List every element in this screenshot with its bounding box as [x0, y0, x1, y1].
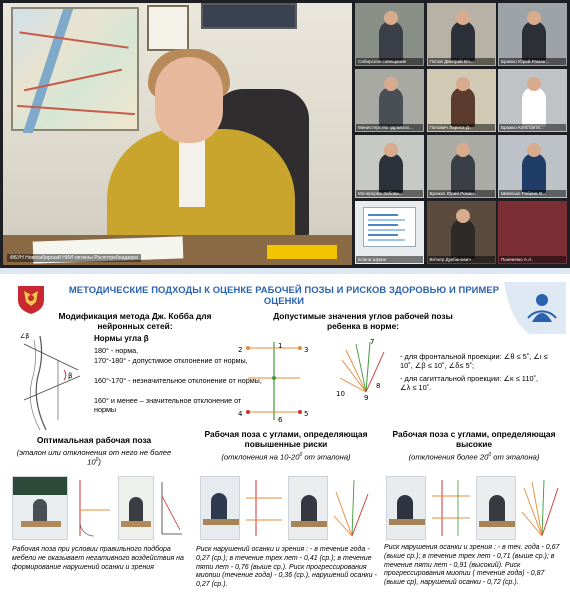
- sagittal-norms-text: - для сагиттальной проекции: ∠κ ≤ 110˚, ∠λ ≤ 10˚.: [400, 374, 539, 393]
- participant-tile[interactable]: [498, 135, 567, 198]
- participant-name-label: Вяткер Дукбанович: [428, 256, 495, 263]
- high-risk-heading: Рабочая поза с углами, определяющая высокие: [392, 429, 556, 449]
- person-chart-icon: [500, 282, 566, 334]
- participant-name-label: Мочерцова Зобова...: [356, 190, 423, 197]
- participant-figure: [522, 87, 546, 127]
- participant-figure: [379, 87, 403, 127]
- participant-name-label: Бражко Юрий Роман...: [499, 58, 566, 65]
- elevated-risk-subheading: (отклонения на $10-20^0$ от эталона): [221, 452, 351, 462]
- participant-tile[interactable]: [427, 135, 496, 198]
- participant-name-label: Бражко Юрий Роман...: [428, 190, 495, 197]
- norm-line-2: 170°-180° - допустимое отклонение от нормы,: [94, 356, 248, 365]
- fig-number-4: 4: [238, 410, 243, 418]
- cobb-method-heading: Модификация метода Дж. Кобба для нейронных сетей:: [58, 311, 212, 331]
- fig-number-7: 7: [370, 338, 375, 346]
- shared-screen-thumbnail: [363, 207, 416, 247]
- participant-tile[interactable]: [498, 69, 567, 132]
- elevated-risk-heading: Рабочая поза с углами, определяющая повышенные риски: [204, 429, 368, 449]
- fig-number-1: 1: [278, 342, 283, 350]
- optimal-pose-photo-1: [12, 476, 68, 540]
- optimal-pose-angle-diagram: [70, 476, 116, 540]
- sagittal-projection-diagram: [336, 338, 390, 400]
- speaker-face: [155, 57, 223, 143]
- participant-name-label: Попов Дмитрий Вл...: [428, 58, 495, 65]
- participant-name-label: Бражко Константи...: [499, 124, 566, 131]
- video-conference-area: [0, 0, 570, 268]
- elevated-risk-sagittal-diagram: [330, 476, 372, 540]
- norm-line-1: 180° - норма,: [94, 346, 139, 355]
- participant-name-label: Елена Шукин: [356, 256, 423, 263]
- main-speaker-video[interactable]: [3, 3, 352, 265]
- fig-number-3: 3: [304, 346, 309, 354]
- participant-figure: [522, 21, 546, 61]
- optimal-pose-subheading: (эталон или отклонения от него не более $10^0$): [16, 448, 172, 468]
- elevated-risk-caption: Риск нарушений осанки и зрения : - в течение года - 0,27 (ср.); в течение трех лет - 0,41 (ср.); в течение пяти лет - 0,76 (выше ср.). Риск прогрессирования миопии (течение года) - 0,36 (ср.), нарушений осанки - 0,27 (ср.).: [196, 546, 377, 588]
- fig-number-2: 2: [238, 346, 243, 354]
- wall-certificate: [147, 5, 189, 51]
- participant-grid: [355, 3, 567, 265]
- norms-title: Нормы угла β: [94, 334, 149, 343]
- participant-tile[interactable]: [355, 201, 424, 264]
- elevated-risk-photo-2: [288, 476, 328, 540]
- elevated-risk-angle-diagram: [242, 476, 286, 540]
- participant-tile[interactable]: [498, 201, 567, 264]
- participant-tile[interactable]: [355, 135, 424, 198]
- slide-title: МЕТОДИЧЕСКИЕ ПОДХОДЫ К ОЦЕНКЕ РАБОЧЕЙ ПОЗЫ И РИСКОВ ЗДОРОВЬЮ И ПРИМЕР ОЦЕНКИ: [68, 284, 500, 306]
- participant-name-label: Министерство здравоох...: [356, 124, 423, 131]
- svg-text:β: β: [68, 372, 73, 380]
- high-risk-sagittal-diagram: [518, 476, 562, 540]
- rospotrebnadzor-emblem-icon: [14, 282, 48, 316]
- cobb-angle-diagram: [18, 330, 90, 434]
- frontal-norms-text: - для фронтальной проекции: ∠θ ≤ 5˚, ∠ι ≤ 10˚, ∠β ≤ 10˚, ∠δ≤ 5˚;: [400, 352, 548, 371]
- participant-name-label: Попович Лариса Д...: [428, 124, 495, 131]
- svg-text:∠β: ∠β: [20, 333, 30, 340]
- participant-tile[interactable]: [498, 3, 567, 66]
- participant-figure: [451, 153, 475, 193]
- elevated-risk-photo-1: [200, 476, 240, 540]
- participant-name-label: Сибирское совещание: [356, 58, 423, 65]
- participant-name-label: Пшеничко А.А.: [499, 256, 566, 263]
- wall-picture: [201, 3, 297, 29]
- fig-number-9: 9: [364, 394, 369, 400]
- fig-number-10: 10: [336, 390, 345, 398]
- fig-number-6: 6: [278, 416, 283, 424]
- participant-figure: [451, 21, 475, 61]
- norm-line-4: 160° и менее – значительное отклонение от нормы: [94, 396, 242, 414]
- participant-tile[interactable]: [427, 69, 496, 132]
- high-risk-photo-1: [386, 476, 426, 540]
- optimal-pose-heading: Оптимальная рабочая поза: [36, 435, 152, 445]
- allowed-angles-heading: Допустимые значения углов рабочей позы ребенка в норме:: [273, 311, 453, 331]
- high-risk-caption: Риск нарушения осанки и зрения : - в теч. года - 0,67 (выше ср.); в течение трех лет - 0,71 (выше ср.); в течение пяти лет - 0,91 (высокий). Риск прогрессирования миопии ( течение года) - 0,87 (выше ср), нарушений осанки - 0,72 (ср.).: [384, 544, 560, 586]
- high-risk-angle-diagram: [428, 476, 474, 540]
- wall-map: [11, 7, 139, 131]
- main-participant-label: ФБУН Новосибирский НИИ гигиены Роспотребнадзора: [7, 254, 141, 262]
- high-risk-subheading: (отклонения более $20^0$ от эталона): [408, 452, 540, 462]
- optimal-pose-caption: Рабочая поза при условии правильного подбора мебели не оказывает негативного воздействия на формирование нарушений осанки и зрения: [12, 546, 184, 571]
- optimal-pose-photo-2: [118, 476, 154, 540]
- fig-number-5: 5: [304, 410, 309, 418]
- participant-figure: [451, 87, 475, 127]
- participant-tile[interactable]: [427, 3, 496, 66]
- participant-tile[interactable]: [427, 201, 496, 264]
- participant-tile[interactable]: [355, 3, 424, 66]
- optimal-pose-angle-diagram-2: [156, 476, 186, 540]
- presentation-slide: [0, 268, 570, 600]
- fig-number-8: 8: [376, 382, 381, 390]
- participant-name-label: Шмелько Рабина О...: [499, 190, 566, 197]
- high-risk-photo-2: [476, 476, 516, 540]
- participant-figure: [379, 153, 403, 193]
- frontal-projection-diagram: [234, 338, 314, 424]
- participant-tile[interactable]: [355, 69, 424, 132]
- participant-figure: [379, 21, 403, 61]
- participant-figure: [451, 219, 475, 259]
- norm-line-3: 160°-170° - незначительное отклонение от нормы,: [94, 376, 262, 385]
- participant-figure: [522, 153, 546, 193]
